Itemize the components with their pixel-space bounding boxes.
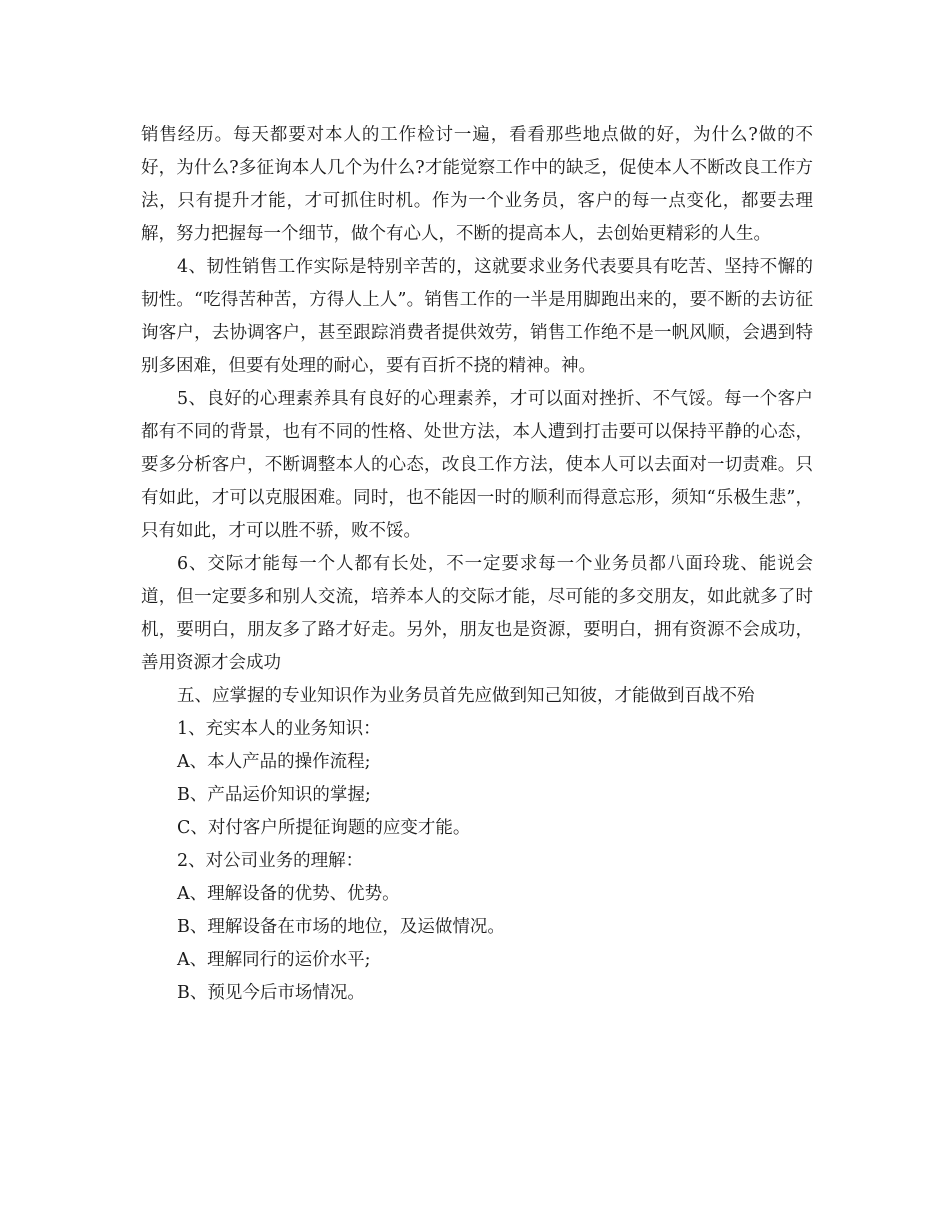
list-item: A、理解设备的优势、优势。 bbox=[177, 884, 400, 904]
list-item: A、理解同行的运价水平; bbox=[177, 950, 371, 970]
list-item: C、对付客户所提征询题的应变才能。 bbox=[177, 818, 471, 838]
paragraph-psychology: 5、良好的心理素养具有良好的心理素养，才可以面对挫折、不气馁。每一个客户都有不同的背景，也有不同的性格、处世方法，本人遭到打击要可以保持平静的心态，要多分析客户，不断调整本人的心态，改良工作方法，使本人可以去面对一切责难。只有如此，才可以克服困难。同时，也不能因一时的顺利而得意忘形，须知“乐极生悲”，只有如此，才可以胜不骄，败不馁。 bbox=[141, 389, 813, 541]
list-item: B、产品运价知识的掌握; bbox=[177, 785, 371, 805]
section-heading-professional-knowledge: 五、应掌握的专业知识作为业务员首先应做到知己知彼，才能做到百战不殆 bbox=[177, 686, 755, 706]
paragraph-toughness: 4、韧性销售工作实际是特别辛苦的，这就要求业务代表要具有吃苦、坚持不懈的韧性。“吃得苦种苦，方得人上人”。销售工作的一半是用脚跑出来的，要不断的去访征询客户，去协调客户，甚至跟踪消费者提供效劳，销售工作绝不是一帆风顺，会遇到特别多困难，但要有处理的耐心，要有百折不挠的精神。神。 bbox=[141, 257, 813, 376]
list-item: A、本人产品的操作流程; bbox=[177, 752, 371, 772]
paragraph-continuation: 销售经历。每天都要对本人的工作检讨一遍，看看那些地点做的好，为什么?做的不好，为什么?多征询本人几个为什么?才能觉察工作中的缺乏，促使本人不断改良工作方法，只有提升才能，才可抓住时机。作为一个业务员，客户的每一点变化，都要去理解，努力把握每一个细节，做个有心人，不断的提高本人，去创始更精彩的人生。 bbox=[141, 125, 813, 244]
document-body bbox=[141, 119, 813, 1010]
paragraph-social-skills: 6、交际才能每一个人都有长处，不一定要求每一个业务员都八面玲珑、能说会道，但一定要多和别人交流，培养本人的交际才能，尽可能的多交朋友，如此就多了时机，要明白，朋友多了路才好走。另外，朋友也是资源，要明白，拥有资源不会成功，善用资源才会成功 bbox=[141, 554, 813, 673]
list-item: B、理解设备在市场的地位，及运做情况。 bbox=[177, 917, 505, 937]
list-item: 2、对公司业务的理解： bbox=[177, 851, 364, 871]
list-item: 1、充实本人的业务知识： bbox=[177, 719, 381, 739]
list-item: B、预见今后市场情况。 bbox=[177, 983, 365, 1003]
